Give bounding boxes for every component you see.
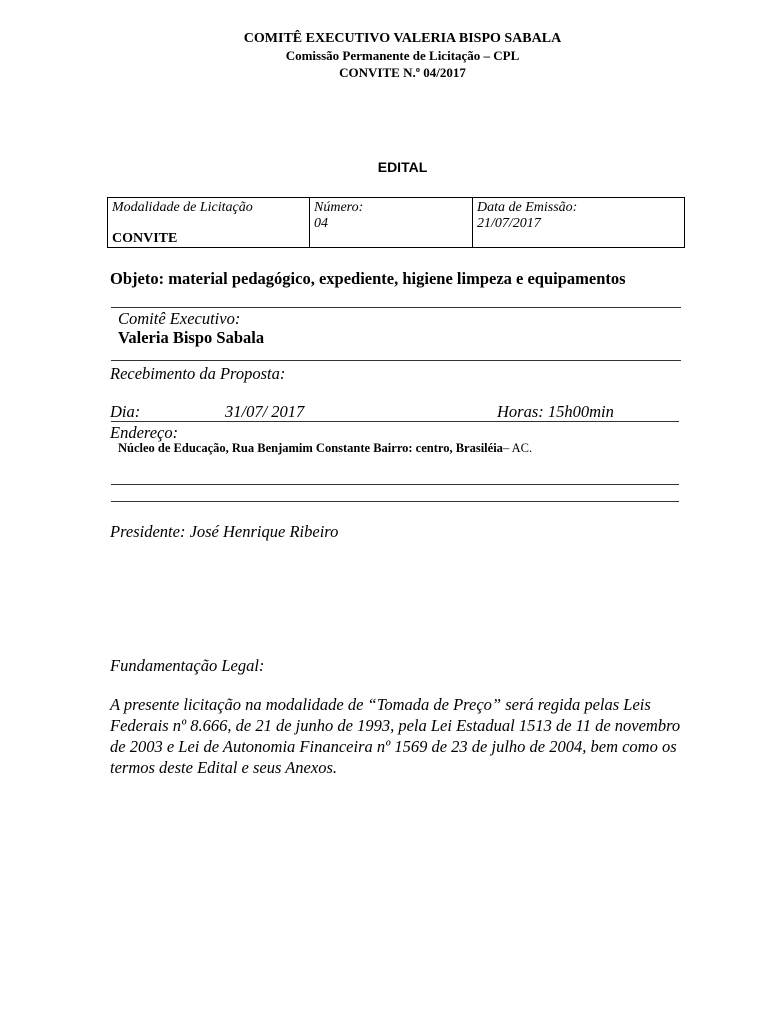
divider	[111, 360, 681, 361]
fundamentacao-text: A presente licitação na modalidade de “Tomada de Preço” será regida pelas Leis Federais nº 8.666, de 21 de junho de 1993, pela Lei Estadual 1513 de 11 de novembro de 2003 e Lei de Autonomia Financeira nº 1569 de 23 de julho de 2004, bem como os termos deste Edital e seus Anexos.	[110, 695, 681, 777]
numero-label: Número:	[314, 200, 364, 215]
comite-value: Valeria Bispo Sabala	[118, 328, 265, 347]
recebimento-label: Recebimento da Proposta:	[110, 364, 286, 383]
divider	[111, 484, 679, 485]
endereco-label: Endereço:	[110, 423, 179, 442]
comite-label: Comitê Executivo:	[118, 309, 241, 328]
header-invite-number: CONVITE N.º 04/2017	[339, 65, 466, 80]
objeto: Objeto: material pedagógico, expediente, higiene limpeza e equipamentos	[110, 269, 626, 288]
numero-cell	[310, 198, 473, 247]
dia-value: 31/07/ 2017	[225, 402, 305, 421]
endereco-value	[118, 441, 532, 456]
dia-label: Dia:	[110, 402, 141, 421]
endereco-state: – AC.	[502, 441, 533, 455]
divider	[111, 421, 679, 422]
data-emissao-label: Data de Emissão:	[477, 200, 578, 215]
header-commission: Comissão Permanente de Licitação – CPL	[285, 48, 520, 63]
presidente: Presidente: José Henrique Ribeiro	[110, 522, 339, 541]
header-committee-name: COMITÊ EXECUTIVO VALERIA BISPO SABALA	[243, 31, 562, 46]
numero-value: 04	[314, 216, 328, 231]
fundamentacao-label: Fundamentação Legal:	[110, 656, 265, 675]
modalidade-value: CONVITE	[112, 231, 178, 246]
horas-value: Horas: 15h00min	[497, 402, 614, 421]
info-box	[107, 197, 685, 248]
modalidade-cell	[108, 198, 310, 247]
endereco-address: Núcleo de Educação, Rua Benjamim Constante Bairro: centro, Brasiléia	[118, 441, 503, 455]
divider	[111, 501, 679, 502]
data-emissao-cell	[473, 198, 684, 247]
divider	[111, 307, 681, 308]
page-title: EDITAL	[377, 159, 428, 175]
data-emissao-value: 21/07/2017	[477, 216, 541, 231]
modalidade-label: Modalidade de Licitação	[112, 200, 253, 215]
